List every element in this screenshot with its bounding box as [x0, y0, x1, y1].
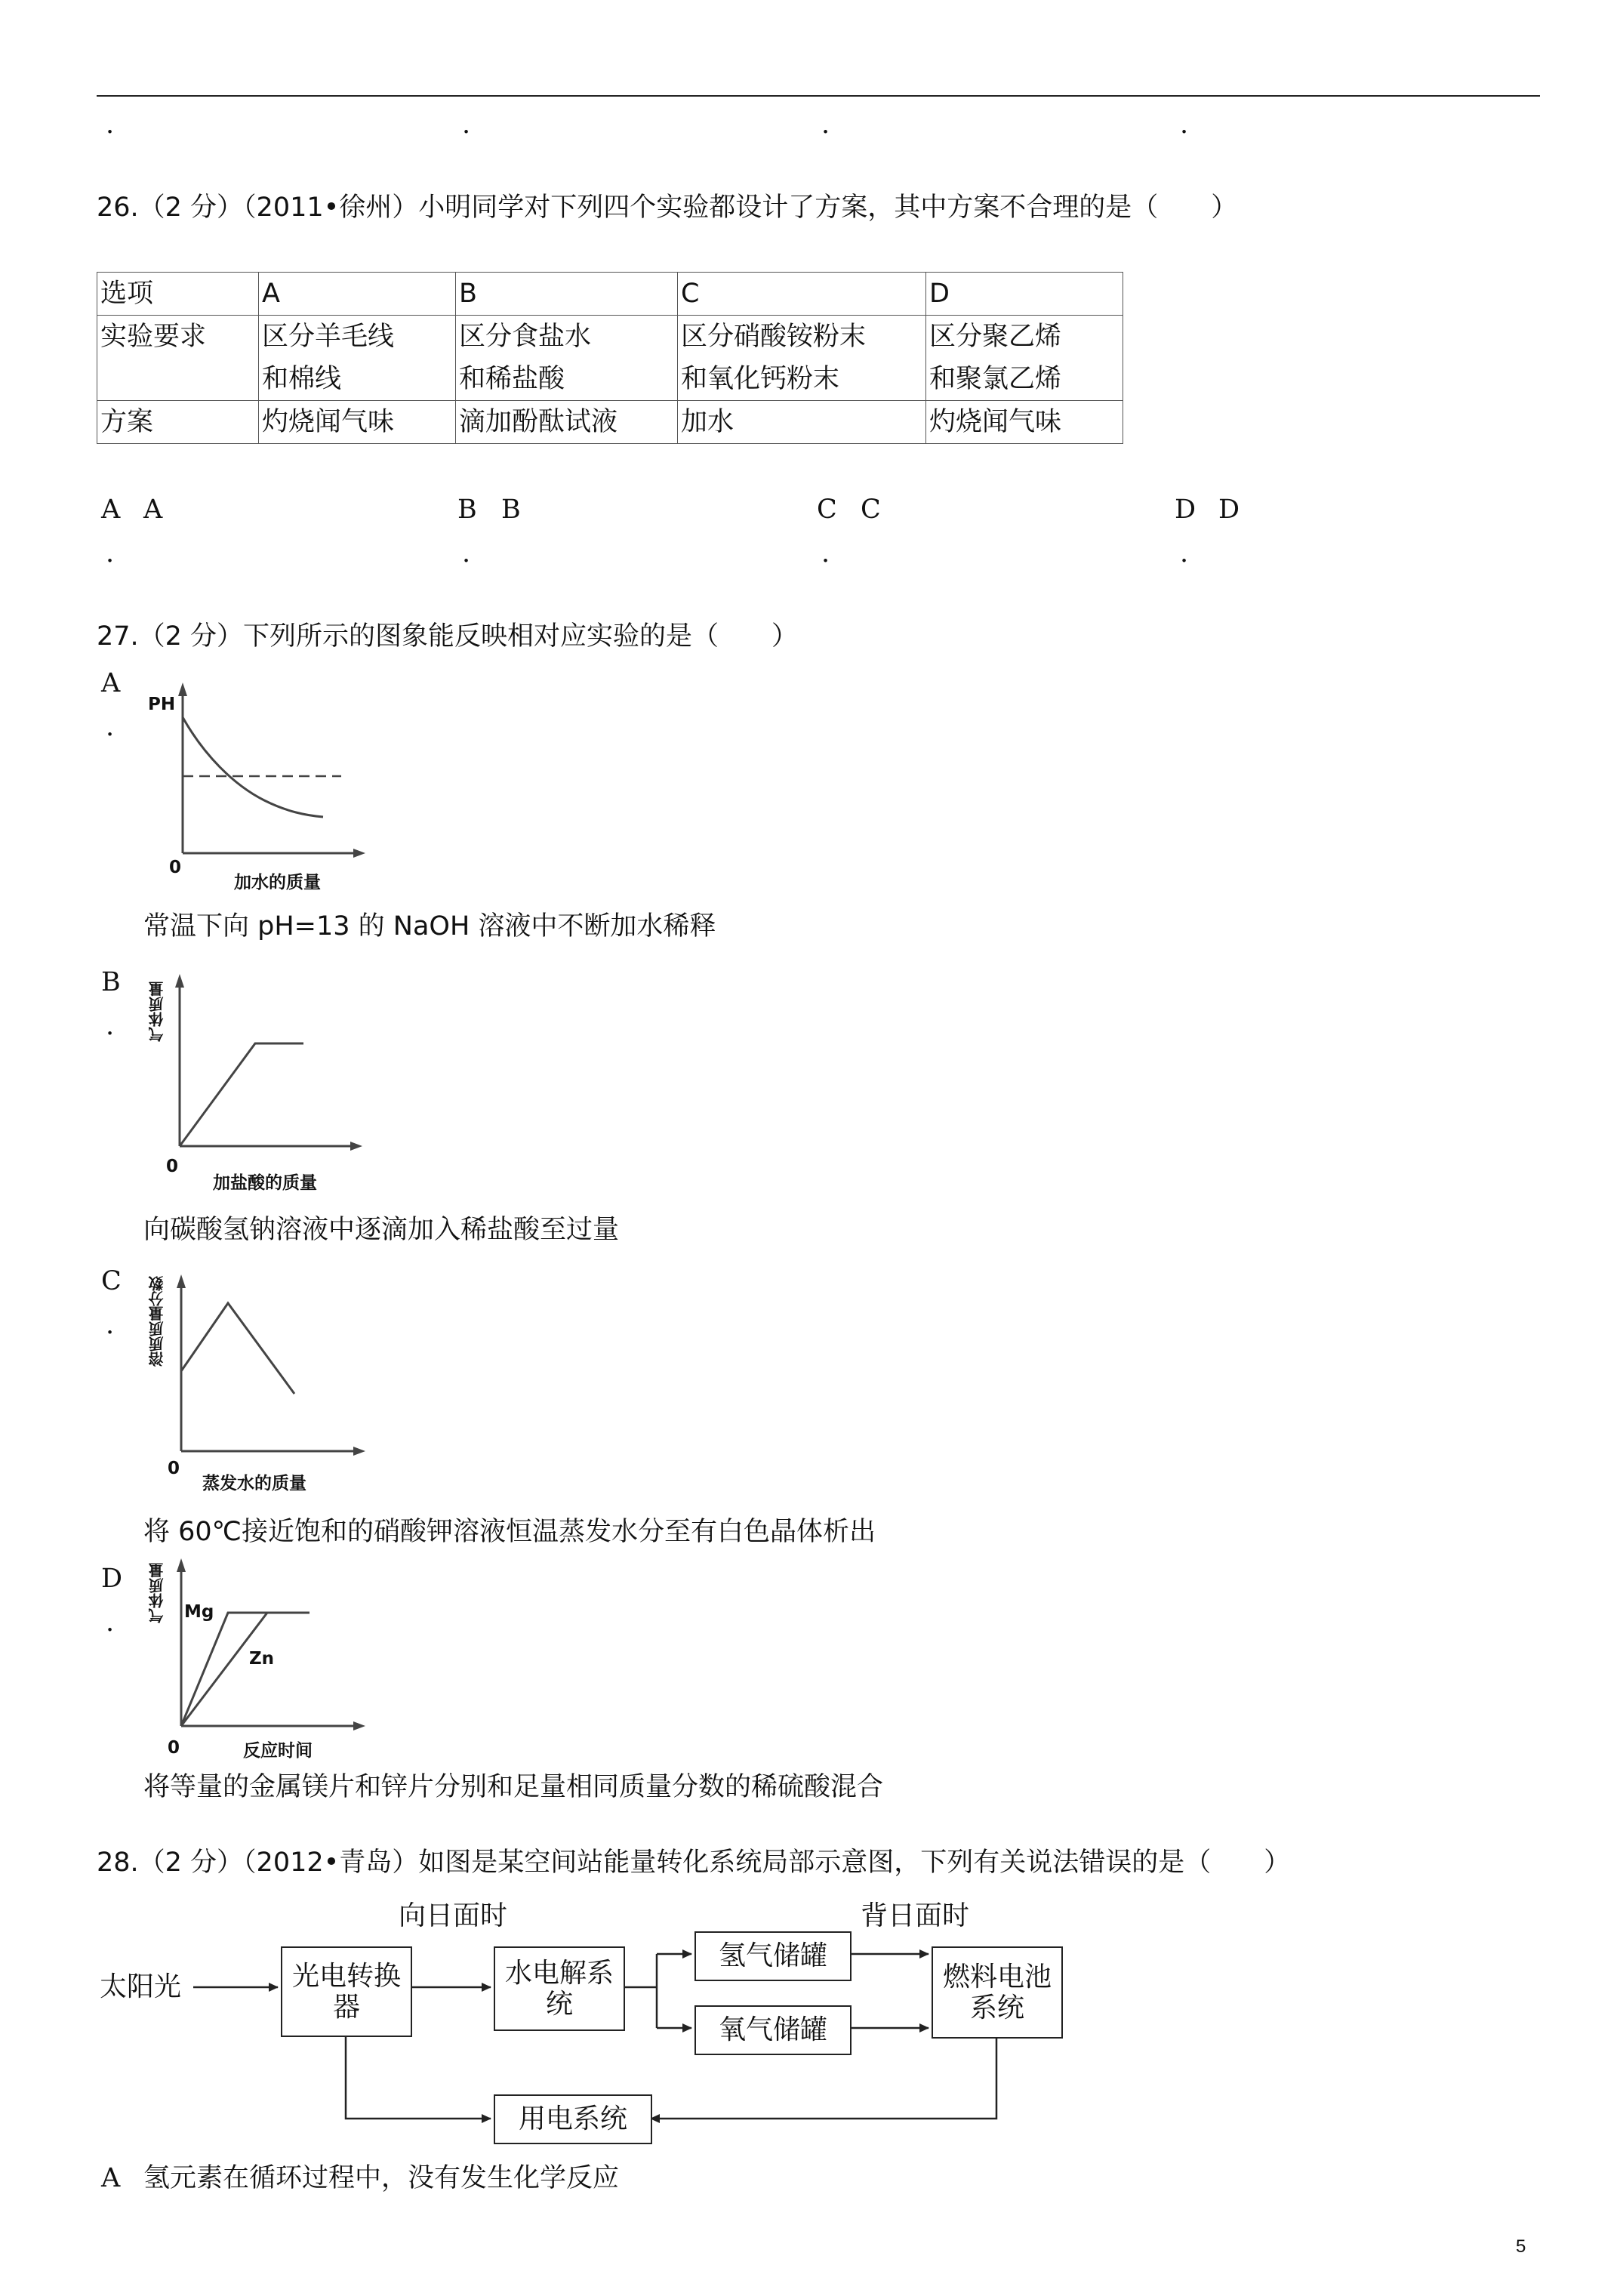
q27-c-ylabel: 溶质质量分数: [148, 1276, 166, 1367]
cell-line: 实验要求: [100, 322, 207, 352]
consumer-box: [494, 2094, 652, 2144]
q27-b-origin: 0: [166, 1157, 179, 1176]
q26-option-b-letter[interactable]: B: [457, 495, 477, 525]
fuel-cell-label: 燃料电池系统: [942, 1961, 1052, 2023]
day-side-label: 向日面时: [399, 1900, 508, 1931]
q27-c-xlabel: 蒸发水的质量: [202, 1474, 306, 1493]
electrolysis-label: 水电解系统: [504, 1957, 614, 2020]
q27-option-c-dot: .: [106, 1310, 115, 1340]
cell-line: 和稀盐酸: [459, 364, 565, 394]
q26-option-d-letter[interactable]: D: [1175, 495, 1196, 525]
q28-option-a-text[interactable]: 氢元素在循环过程中，没有发生化学反应: [143, 2163, 620, 2193]
pv-to-consumer-arrow: [346, 2036, 491, 2119]
q27-a-xlabel: 加水的质量: [234, 873, 321, 892]
q27-option-b-letter[interactable]: B: [101, 967, 121, 997]
table-cell: 灼烧闻气味: [926, 401, 1123, 444]
q26-option-c-text[interactable]: C: [861, 495, 881, 525]
o2-tank-box: [694, 2005, 852, 2055]
q26-stem: 26.（2 分）（2011•徐州）小明同学对下列四个实验都设计了方案，其中方案不合理的是（ ）: [97, 193, 1238, 223]
top-dot-4: .: [1180, 109, 1189, 140]
q27-a-origin: 0: [169, 858, 182, 877]
q27-a-ylabel: PH: [148, 695, 176, 714]
table-cell: 加水: [678, 401, 926, 444]
cell-line: 区分食盐水: [459, 322, 592, 352]
table-cell: 滴加酚酞试液: [456, 401, 678, 444]
pv-converter-label: 光电转换器: [291, 1960, 401, 2023]
q26-option-d-text[interactable]: D: [1218, 495, 1240, 525]
q27-option-b-dot: .: [106, 1011, 115, 1041]
q27-b-xlabel: 加盐酸的质量: [213, 1173, 317, 1193]
top-dot-1: .: [106, 109, 115, 140]
q26-option-c-letter[interactable]: C: [817, 495, 837, 525]
q27-d-series-zn: Zn: [249, 1649, 275, 1669]
q27-d-origin: 0: [168, 1738, 180, 1758]
q26-option-a-letter[interactable]: A: [101, 495, 121, 525]
table-cell: 灼烧闻气味: [259, 401, 456, 444]
q27-option-c-caption: 将 60℃接近饱和的硝酸钾溶液恒温蒸发水分至有白色晶体析出: [143, 1517, 876, 1547]
cell-line: 和棉线: [262, 364, 342, 394]
night-side-label: 背日面时: [861, 1900, 970, 1931]
table-cell: B: [456, 273, 678, 316]
q27-option-d-caption: 将等量的金属镁片和锌片分别和足量相同质量分数的稀硫酸混合: [143, 1772, 884, 1802]
q27-option-a-letter[interactable]: A: [101, 668, 121, 698]
table-cell: C: [678, 273, 926, 316]
q27-option-d-dot: .: [106, 1607, 115, 1638]
q26-option-b-text[interactable]: B: [501, 495, 521, 525]
q27-option-d-letter[interactable]: D: [101, 1564, 123, 1594]
cell-line: 区分硝酸铵粉末: [681, 322, 867, 352]
table-cell: 选项: [97, 273, 259, 316]
cell-line: 区分羊毛线: [262, 322, 395, 352]
electrolysis-box: [494, 1946, 625, 2031]
q27-d-ylabel: 气体质量: [148, 1563, 166, 1623]
q27-c-origin: 0: [168, 1459, 180, 1478]
q27-option-c-letter[interactable]: C: [101, 1266, 122, 1296]
h2-tank-label: 氢气储罐: [718, 1940, 827, 1972]
q26-option-a-text[interactable]: A: [143, 495, 163, 525]
table-cell: 方案: [97, 401, 259, 444]
cell-line: 和聚氯乙烯: [929, 364, 1062, 394]
page-number: 5: [1516, 2236, 1526, 2257]
o2-tank-label: 氧气储罐: [718, 2014, 827, 2046]
h2-tank-box: [694, 1931, 852, 1981]
q27-d-series-mg: Mg: [184, 1602, 214, 1622]
q27-option-a-dot: .: [106, 712, 115, 742]
consumer-label: 用电系统: [518, 2103, 627, 2135]
top-dot-3: .: [821, 109, 830, 140]
q26-option-a-dot: .: [106, 538, 115, 569]
cell-line: 区分聚乙烯: [929, 322, 1062, 352]
q26-option-d-dot: .: [1180, 538, 1189, 569]
cell-line: 和氧化钙粉末: [681, 364, 840, 394]
fuel-cell-box: [932, 1946, 1063, 2039]
q27-option-a-caption: 常温下向 pH=13 的 NaOH 溶液中不断加水稀释: [143, 911, 716, 942]
q27-option-b-caption: 向碳酸氢钠溶液中逐滴加入稀盐酸至过量: [143, 1215, 620, 1245]
q26-option-b-dot: .: [462, 538, 471, 569]
q27-b-ylabel: 气体质量: [148, 982, 166, 1042]
top-dot-2: .: [462, 109, 471, 140]
table-cell: D: [926, 273, 1123, 316]
pv-converter-box: [281, 1946, 412, 2037]
table-cell: A: [259, 273, 456, 316]
q28-stem: 28.（2 分）（2012•青岛）如图是某空间站能量转化系统局部示意图，下列有关说法错误的是（ ）: [97, 1848, 1291, 1878]
q27-stem: 27.（2 分）下列所示的图象能反映相对应实验的是（ ）: [97, 621, 799, 652]
q28-option-a-letter[interactable]: A: [101, 2163, 121, 2193]
q26-option-c-dot: .: [821, 538, 830, 569]
sunlight-label: 太阳光: [100, 1971, 182, 2002]
q27-d-xlabel: 反应时间: [243, 1741, 313, 1761]
